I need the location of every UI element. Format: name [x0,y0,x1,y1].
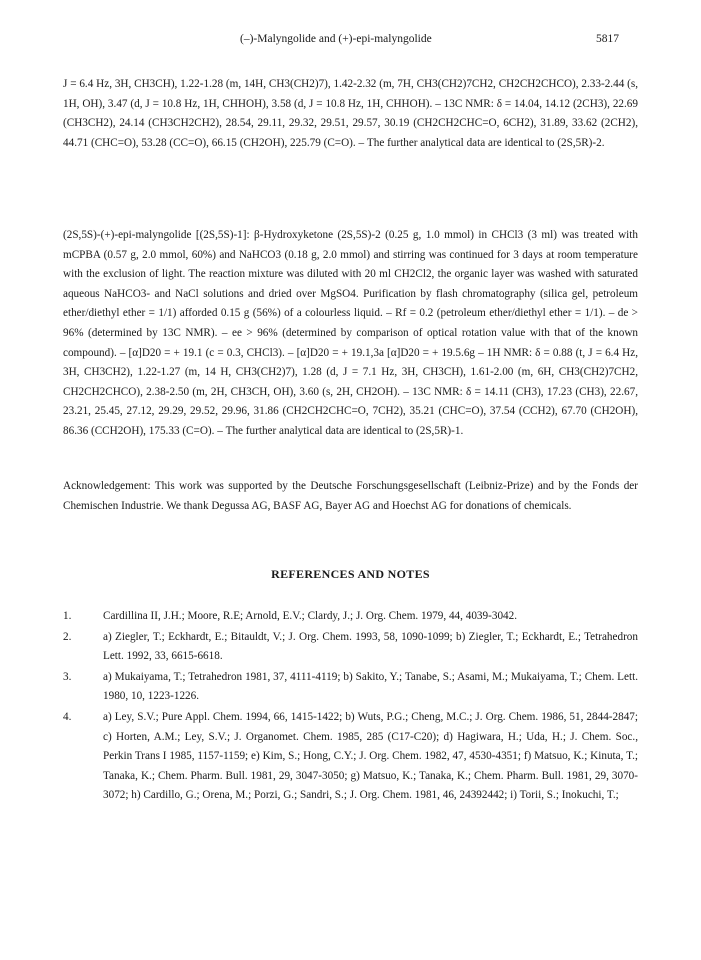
paragraph-text: J = 6.4 Hz, 3H, CH3CH), 1.22-1.28 (m, 14H, CH3(CH2)7), 1.42-2.32 (m, 7H, CH3(CH2)7CH2, CH2CH2CHCO), 2.33-2.44 (s, 1H, OH), 3.47 (d, J = 10.8 Hz, 1H, CHHOH), 3.58 (d, J = 10.8 Hz, 1H, CHHOH). – 13C NMR: δ = 14.04, 14.12 (2CH3), 22.69 (CH3CH2), 24.14 (CH3CH2CH2), 28.54, 29.11, 29.32, 29.51, 29.57, 30.19 (CH2CH2CHC=O, 6CH2), 31.89, 33.62 (2CH2), 44.71 (CHC=O), 53.28 (CC=O), 66.15 (CH2OH), 225.79 (C=O). – The further analytical data are identical to (2S,5R)-2. [63,78,638,149]
reference-item [63,628,638,667]
reference-item [63,708,638,806]
page-number: 5817 [596,33,619,45]
reference-item [63,607,638,627]
reference-text: Cardillina II, J.H.; Moore, R.E; Arnold, E.V.; Clardy, J.; J. Org. Chem. 1979, 44, 4039-3042. [103,610,518,622]
reference-text: a) Ziegler, T.; Eckhardt, E.; Bitauldt, V.; J. Org. Chem. 1993, 58, 1090-1099; b) Ziegler, T.; Eckhardt, E.; Tetrahedron Lett. 1992, 33, 6615-6618. [103,630,638,663]
reference-item [63,668,638,707]
reference-number: 4. [63,710,72,723]
reference-number: 1. [63,610,72,622]
reference-text: a) Mukaiyama, T.; Tetrahedron 1981, 37, 4111-4119; b) Sakito, Y.; Tanabe, S.; Asami, M.; Mukaiyama, T.; Chem. Lett. 1980, 10, 1223-1226. [103,670,638,703]
running-title: (–)-Malyngolide and (+)-epi-malyngolide [240,33,432,45]
paragraph-epi-malyngolide-procedure [63,226,638,442]
reference-number: 2. [63,630,72,643]
reference-text: a) Ley, S.V.; Pure Appl. Chem. 1994, 66, 1415-1422; b) Wuts, P.G.; Cheng, M.C.; J. Org. Chem. 1986, 51, 2844-2847; c) Horten, A.M.; Ley, S.V.; J. Organomet. Chem. 1985, 285 (C17-C20); d) Hagiwara, H.; Uda, H.; J. Chem. Soc., Perkin Trans I 1985, 1157-1159; e) Kim, S.; Hong, C.Y.; J. Org. Chem. 1982, 47, 4530-4351; f) Matsuo, K.; Kinuta, T.; Tanaka, K.; Chem. Pharm. Bull. 1981, 29, 3047-3050; g) Matsuo, K.; Tanaka, K.; Chem. Pharm. Bull. 1981, 29, 3070-3072; h) Cardillo, G.; Orena, M.; Porzi, G.; Sandri, S.; J. Org. Chem. 1981, 46, 24392442; i) Torii, S.; Inokuchi, T.; [103,710,638,802]
paragraph-text: Acknowledgement: This work was supported by the Deutsche Forschungsgesellschaft (Leibniz-Prize) and by the Fonds der Chemischen Industrie. We thank Degussa AG, BASF AG, Bayer AG and Hoechst AG for donations of chemicals. [63,480,638,512]
reference-number: 3. [63,670,72,683]
paragraph-acknowledgement [63,477,638,516]
references-heading: REFERENCES AND NOTES [271,567,430,581]
paragraph-nmr-data [63,75,638,153]
references-list [63,607,638,807]
paragraph-text: (2S,5S)-(+)-epi-malyngolide [(2S,5S)-1]: β-Hydroxyketone (2S,5S)-2 (0.25 g, 1.0 mmol) in CHCl3 (3 ml) was treated with mCPBA (0.57 g, 2.0 mmol, 60%) and NaHCO3 (0.18 g, 2.0 mmol) and stirring was continued for 3 days at room temperature with the exclusion of light. The reaction mixture was diluted with 20 ml CH2Cl2, the organic layer was washed with saturated aqueous NaHCO3- and NaCl solutions and dried over MgSO4. Purification by flash chromatography (silica gel, petroleum ether/diethyl ether = 1/1) afforded 0.15 g (56%) of a colourless liquid. – Rf = 0.2 (petroleum ether/diethyl ether = 1/1). – de > 96% (determined by 13C NMR). – ee > 96% (determined by comparison of optical rotation value with that of the known compound). – [α]D20 = + 19.1 (c = 0.3, CHCl3). – [α]D20 = + 19.1,3a [α]D20 = + 19.5.6g – 1H NMR: δ = 0.88 (t, J = 6.4 Hz, 3H, CH3CH2), 1.22-1.27 (m, 14 H, CH3(CH2)7), 1.28 (d, J = 7.1 Hz, 3H, CH3CH), 1.61-2.00 (m, 6H, CH3(CH2)7CH2, CH2CH2CHCO), 2.38-2.50 (m, 2H, CH3CH, OH), 3.60 (s, 2H, CH2OH). – 13C NMR: δ = 14.11 (CH3), 17.23 (CH3), 22.67, 23.21, 25.45, 27.12, 29.29, 29.52, 29.96, 31.86 (CH2CH2CHC=O, 7CH2), 35.21 (CHC=O), 37.54 (CCH2), 67.70 (CH2OH), 86.36 (CCH2OH), 175.33 (C=O). – The further analytical data are identical to (2S,5R)-1. [63,229,638,437]
